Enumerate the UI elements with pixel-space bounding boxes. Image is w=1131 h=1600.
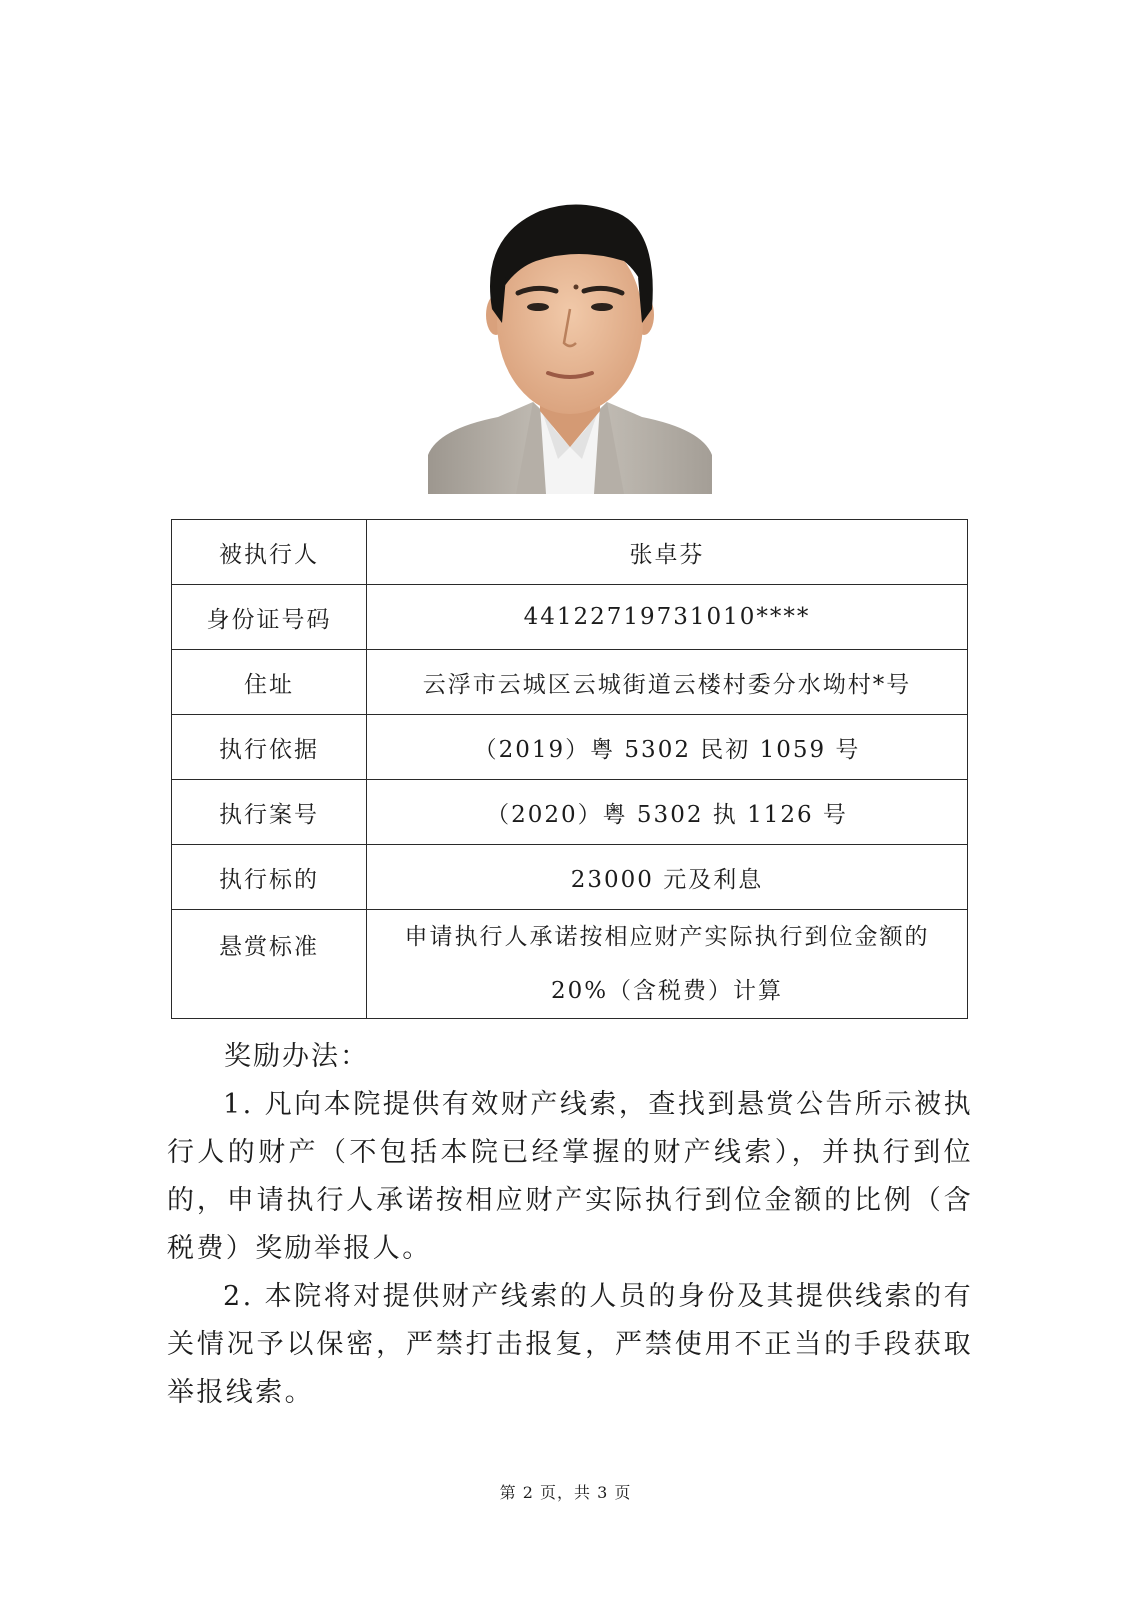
row-value-reward-standard: 申请执行人承诺按相应财产实际执行到位金额的20%（含税费）计算: [367, 910, 968, 1019]
row-value-address: 云浮市云城区云城街道云楼村委分水坳村*号: [367, 650, 968, 715]
reward-paragraph-1: 1. 凡向本院提供有效财产线索，查找到悬赏公告所示被执行人的财产（不包括本院已经掌握的财产线索），并执行到位的，申请执行人承诺按相应财产实际执行到位金额的比例（含税费）奖励举报人。: [167, 1089, 973, 1264]
row-value-subject: 23000 元及利息: [367, 845, 968, 910]
row-value-case-number: （2020）粤 5302 执 1126 号: [367, 780, 968, 845]
table-row: [172, 780, 968, 845]
row-label-address: 住址: [172, 650, 367, 715]
table-row: [172, 845, 968, 910]
row-value-basis: （2019）粤 5302 民初 1059 号: [367, 715, 968, 780]
page-indicator: 第 2 页，共 3 页: [499, 1483, 632, 1502]
table-row: [172, 585, 968, 650]
reward-paragraph-2: 2. 本院将对提供财产线索的人员的身份及其提供线索的有关情况予以保密，严禁打击报复，严禁使用不正当的手段获取举报线索。: [167, 1281, 973, 1408]
table-row: [172, 650, 968, 715]
row-label-subject: 执行标的: [172, 845, 367, 910]
table-row: [172, 715, 968, 780]
row-label-reward-standard: 悬赏标准: [172, 910, 367, 1019]
table-row: [172, 520, 968, 585]
row-label-id-number: 身份证号码: [172, 585, 367, 650]
row-value-id-number: 44122719731010****: [367, 585, 968, 650]
reward-section-title: 奖励办法：: [224, 1041, 369, 1072]
table-row: [172, 910, 968, 1019]
case-info-table: [171, 519, 968, 1019]
row-label-debtor: 被执行人: [172, 520, 367, 585]
row-label-case-number: 执行案号: [172, 780, 367, 845]
row-value-debtor: 张卓芬: [367, 520, 968, 585]
portrait-photo: [428, 197, 712, 494]
row-label-basis: 执行依据: [172, 715, 367, 780]
